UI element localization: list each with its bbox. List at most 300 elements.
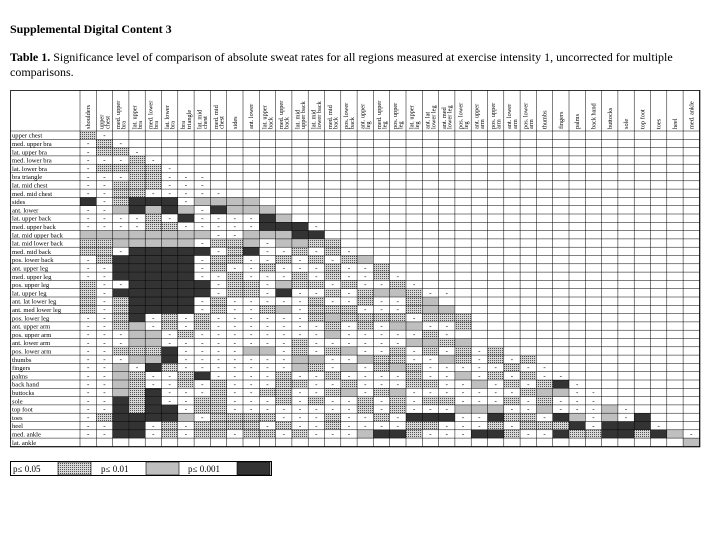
ns-mark: - [461,388,465,397]
significance-cell [145,289,161,297]
ns-mark: - [429,372,432,380]
column-label: shoulders [85,104,93,129]
significance-cell [96,164,112,172]
significance-cell [504,413,520,421]
significance-cell [553,388,569,396]
significance-cell [80,280,96,288]
significance-cell [357,314,373,322]
ns-mark: - [527,396,530,405]
row-label: pos. lower leg [12,315,50,323]
ns-mark: - [478,388,481,397]
ns-mark: - [103,421,106,430]
ns-mark: - [103,189,106,198]
column-label: back [348,117,356,129]
significance-cell [194,289,210,297]
significance-cell [162,430,178,438]
ns-mark: - [249,305,253,314]
ns-mark: - [184,338,188,347]
column-label: pos. lower [457,102,465,129]
ns-mark: - [266,338,269,347]
table-caption [10,50,700,80]
significance-cell [292,430,308,438]
ns-mark: - [380,421,383,430]
significance-cell [113,164,129,172]
ns-mark: - [266,247,269,256]
significance-cell [129,156,145,164]
significance-cell [145,280,161,288]
significance-cell [602,422,618,430]
significance-cell [113,189,129,197]
column-label: leg [397,121,405,129]
significance-cell [145,405,161,413]
ns-mark: - [510,355,514,364]
significance-cell [178,214,194,222]
ns-mark: - [461,413,465,422]
ns-mark: - [201,305,204,314]
ns-mark: - [266,313,269,322]
table-number: Table 1. [10,50,51,64]
significance-cell [96,148,112,156]
ns-mark: - [86,147,90,156]
ns-mark: - [201,239,204,248]
significance-cell [113,363,129,371]
ns-mark: - [396,305,400,314]
ns-mark: - [168,372,171,380]
column-label: ant. med [440,107,448,129]
ns-mark: - [217,355,220,364]
column-label: pos. upper [392,102,400,129]
ns-mark: - [103,214,106,223]
significance-cell [634,422,650,430]
significance-cell [357,355,373,363]
row-label: fingers [12,365,31,373]
significance-cell [194,430,210,438]
row-label: pos. lower arm [12,348,52,356]
significance-cell [210,388,226,396]
significance-cell [194,197,210,205]
ns-mark: - [478,363,481,372]
significance-cell [292,222,308,230]
column-label: ant. upper [359,103,367,129]
ns-mark: - [86,380,90,389]
significance-cell [113,380,129,388]
significance-cell [210,197,226,205]
ns-mark: - [527,430,530,439]
column-headers [85,100,695,129]
significance-cell [455,355,471,363]
ns-mark: - [445,421,448,430]
ns-mark: - [298,330,302,339]
column-label: upper [98,114,106,129]
ns-mark: - [201,189,204,198]
significance-cell [210,264,226,272]
significance-cell [373,430,389,438]
ns-mark: - [249,255,253,264]
significance-cell [145,272,161,280]
significance-cell [113,264,129,272]
ns-mark: - [412,355,416,364]
column-label: lat. upper [408,105,416,129]
row-label: med. upper back [12,224,56,231]
significance-cell [113,397,129,405]
ns-mark: - [233,405,237,414]
significance-cell [178,264,194,272]
significance-cell [634,430,650,438]
ns-mark: - [168,396,171,405]
column-label: chest [202,116,210,129]
column-label: upper back [299,101,307,129]
significance-cell [667,430,683,438]
significance-cell [276,397,292,405]
significance-matrix [10,90,714,452]
significance-cell [455,314,471,322]
significance-cell [145,247,161,255]
ns-mark: - [282,322,285,331]
ns-mark: - [347,338,351,347]
row-label: ant. upper arm [12,323,51,331]
ns-mark: - [103,264,106,273]
significance-cell [276,289,292,297]
significance-cell [162,289,178,297]
ns-mark: - [298,305,302,314]
significance-cell [341,380,357,388]
ns-mark: - [380,380,383,389]
ns-mark: - [86,363,90,372]
ns-mark: - [282,405,285,414]
ns-mark: - [266,330,269,339]
significance-cell [406,305,422,313]
ns-mark: - [592,405,595,414]
significance-cell [129,239,145,247]
significance-cell [178,280,194,288]
significance-cell [259,430,275,438]
ns-mark: - [331,280,334,289]
significance-cell [471,380,487,388]
row-label: lat. upper leg [12,290,47,298]
column-label: med. ankle [688,101,696,129]
ns-mark: - [461,380,465,389]
significance-cell [162,197,178,205]
ns-mark: - [233,388,237,397]
row-label: sole [12,398,23,406]
ns-mark: - [201,181,204,190]
ns-mark: - [331,380,334,389]
column-label: toes [655,118,663,129]
ns-mark: - [103,363,106,372]
ns-mark: - [217,189,220,198]
column-label: fingers [557,111,565,129]
ns-mark: - [103,272,106,281]
significance-cell [259,264,275,272]
ns-mark: - [103,396,106,405]
row-label: bra triangle [12,174,43,182]
ns-mark: - [315,289,318,297]
ns-mark: - [494,388,497,397]
ns-mark: - [152,380,155,389]
ns-mark: - [103,206,106,214]
ns-mark: - [559,405,563,414]
ns-mark: - [152,313,155,322]
ns-mark: - [624,413,628,422]
significance-cell [129,314,145,322]
significance-cell [80,231,96,239]
row-label: pos. upper arm [12,331,52,339]
ns-mark: - [103,181,106,190]
ns-mark: - [233,230,237,239]
ns-mark: - [86,206,90,214]
row-label: upper chest [12,132,43,140]
significance-cell [145,297,161,305]
ns-mark: - [347,372,351,380]
column-label: chest [218,116,226,129]
significance-cell [129,397,145,405]
column-label: back [267,117,275,129]
significance-cell [227,413,243,421]
ns-mark: - [249,388,253,397]
significance-cell [422,422,438,430]
significance-cell [536,422,552,430]
ns-mark: - [86,156,90,165]
ns-mark: - [201,338,204,347]
ns-mark: - [217,338,220,347]
significance-cell [178,289,194,297]
significance-cell [520,355,536,363]
significance-cell [406,322,422,330]
ns-mark: - [266,405,269,414]
ns-mark: - [380,305,383,314]
significance-cell [145,355,161,363]
significance-cell [373,355,389,363]
ns-mark: - [559,372,563,380]
significance-cell [243,422,259,430]
ns-mark: - [543,413,546,422]
significance-cell [439,413,455,421]
ns-mark: - [249,313,253,322]
ns-mark: - [347,264,351,273]
legend-swatch-p0001 [237,462,270,475]
ns-mark: - [575,380,579,389]
ns-mark: - [217,313,220,322]
ns-mark: - [233,380,237,389]
significance-cell [422,305,438,313]
significance-cell [585,430,601,438]
significance-cell [683,438,699,446]
significance-cell [162,305,178,313]
significance-cell [553,422,569,430]
significance-cell [243,239,259,247]
significance-cell [80,131,96,139]
significance-cell [145,214,161,222]
significance-cell [520,422,536,430]
significance-cell [553,380,569,388]
significance-cell [129,355,145,363]
significance-cell [276,422,292,430]
ns-mark: - [364,363,367,372]
ns-mark: - [315,413,318,422]
ns-mark: - [266,322,269,331]
ns-mark: - [119,280,122,289]
significance-cell [276,280,292,288]
ns-mark: - [168,388,171,397]
significance-cell [129,289,145,297]
column-label: lower back [316,101,324,129]
ns-mark: - [266,280,269,289]
significance-cell [259,305,275,313]
significance-cell [145,305,161,313]
significance-cell [553,413,569,421]
significance-cell [113,372,129,380]
row-label: med. upper leg [12,273,52,281]
significance-cell [325,388,341,396]
significance-cell [357,430,373,438]
ns-mark: - [347,355,351,364]
significance-cell [488,405,504,413]
ns-mark: - [364,380,367,389]
row-label: palms [12,373,28,381]
ns-mark: - [380,405,383,414]
ns-mark: - [201,222,204,231]
significance-cell [259,206,275,214]
ns-mark: - [429,322,432,331]
ns-mark: - [201,206,204,214]
ns-mark: - [103,405,106,414]
ns-mark: - [543,363,546,372]
ns-mark: - [119,172,122,181]
significance-cell [406,372,422,380]
significance-cell [113,305,129,313]
ns-mark: - [119,355,122,364]
ns-mark: - [478,396,481,405]
significance-cell [259,347,275,355]
supplement-heading: Supplemental Digital Content 3 [10,22,172,36]
significance-cell [292,339,308,347]
ns-mark: - [412,280,416,289]
ns-mark: - [380,338,383,347]
row-label: ant. med lower leg [12,307,62,314]
column-label: med. lower [147,100,155,129]
significance-cell [96,413,112,421]
ns-mark: - [233,305,237,314]
significance-cell [455,347,471,355]
ns-mark: - [103,289,106,297]
ns-mark: - [543,372,546,380]
significance-cell [373,314,389,322]
significance-cell [162,422,178,430]
ns-mark: - [331,297,334,306]
ns-mark: - [315,421,318,430]
ns-mark: - [86,172,90,181]
ns-mark: - [527,405,530,414]
ns-mark: - [249,355,253,364]
ns-mark: - [249,214,253,223]
significance-cell [162,239,178,247]
significance-cell [113,256,129,264]
significance-cell [504,363,520,371]
ns-mark: - [184,222,188,231]
significance-cell [194,322,210,330]
ns-mark: - [266,421,269,430]
significance-cell [145,173,161,181]
significance-cell [357,256,373,264]
ns-mark: - [249,322,253,331]
significance-cell [373,413,389,421]
significance-cell [325,247,341,255]
ns-mark: - [266,272,269,281]
column-label: top foot [639,109,647,129]
ns-mark: - [315,330,318,339]
significance-cell [113,413,129,421]
significance-cell [145,347,161,355]
significance-cell [406,380,422,388]
significance-cell [178,413,194,421]
significance-cell [162,222,178,230]
significance-cell [113,239,129,247]
significance-cell [162,413,178,421]
significance-cell [634,413,650,421]
significance-cell [178,380,194,388]
significance-cell [129,372,145,380]
significance-cell [390,347,406,355]
ns-mark: - [592,421,595,430]
ns-mark: - [233,338,237,347]
ns-mark: - [429,289,432,297]
significance-cell [162,314,178,322]
ns-mark: - [184,430,188,439]
significance-cell [259,388,275,396]
significance-cell [178,330,194,338]
ns-mark: - [86,322,90,331]
ns-mark: - [233,363,237,372]
ns-mark: - [119,222,122,231]
ns-mark: - [266,239,269,248]
ns-mark: - [103,347,106,356]
ns-mark: - [510,388,514,397]
column-label: lower leg [446,105,454,129]
significance-cell [178,372,194,380]
significance-cell [390,289,406,297]
ns-mark: - [282,413,285,422]
ns-mark: - [298,413,302,422]
column-label: leg [365,121,373,129]
ns-mark: - [217,289,220,297]
significance-cell [210,239,226,247]
ns-mark: - [298,289,302,297]
significance-cell [618,430,634,438]
significance-cell [227,206,243,214]
significance-cell [162,272,178,280]
significance-cell [325,264,341,272]
ns-mark: - [233,322,237,331]
significance-cell [162,347,178,355]
ns-mark: - [298,396,302,405]
ns-mark: - [201,272,204,281]
significance-cell [292,231,308,239]
significance-cell [129,280,145,288]
column-label: bra [153,120,161,129]
significance-cell [178,247,194,255]
row-label: lat. upper back [12,215,51,223]
ns-mark: - [396,413,400,422]
significance-cell [243,430,259,438]
significance-cell [129,339,145,347]
significance-cell [162,206,178,214]
significance-cell [373,264,389,272]
significance-cell [162,322,178,330]
column-label: buttocks [606,107,614,129]
ns-mark: - [184,172,188,181]
ns-mark: - [233,372,237,380]
significance-cell [325,413,341,421]
